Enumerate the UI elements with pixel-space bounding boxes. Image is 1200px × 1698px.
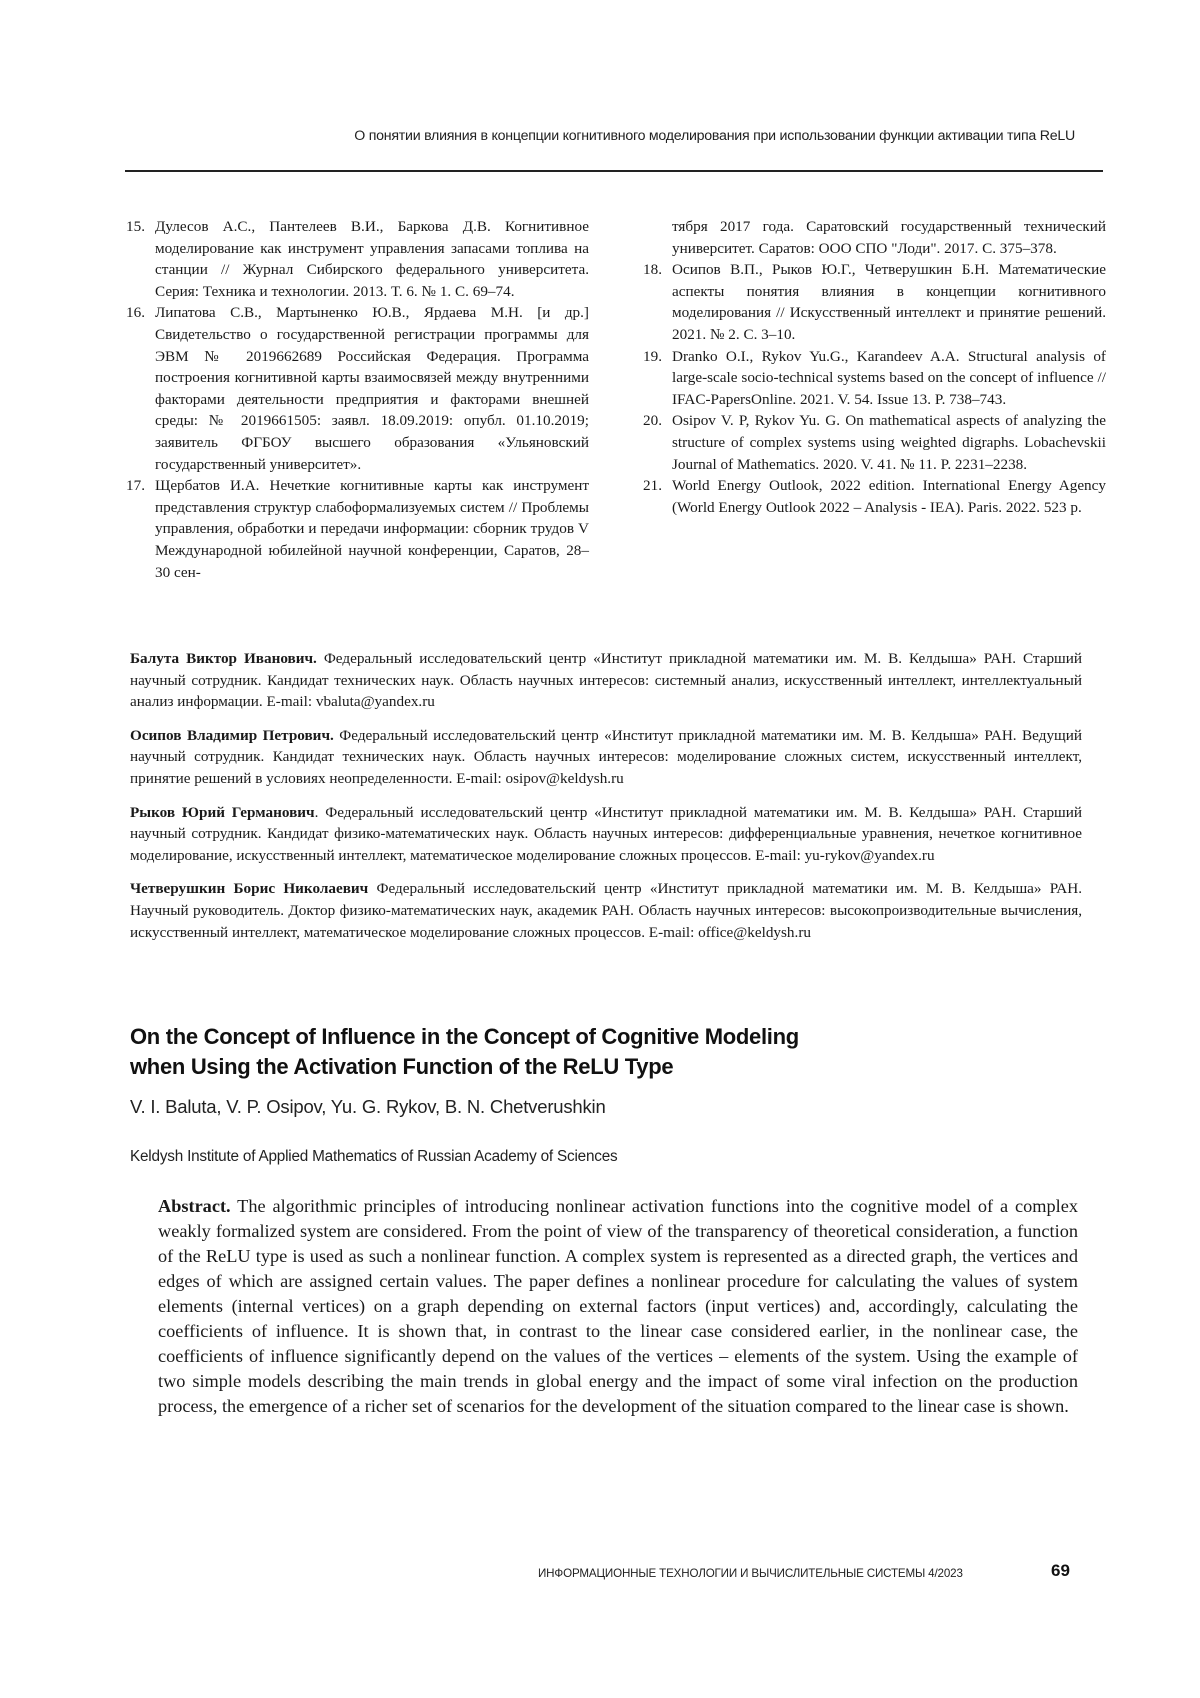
- author-name: Рыков Юрий Германович: [130, 803, 315, 821]
- author-description: Федеральный исследовательский центр «Институт прикладной математики им. М. В. Келдыша» РАН. Научный руководитель. Доктор физико-математических наук, академик РАН. Область научных интересов: высокопроизводительные вычисления, искусственный интеллект, математическое моделирование сложных процессов. E-mail: office@keldysh.ru: [130, 880, 1082, 941]
- author-description: . Федеральный исследовательский центр «Институт прикладной математики им. М. В. Келдыша» РАН. Старший научный сотрудник. Кандидат физико-математических наук. Область научных интересов: дифференциальные уравнения, нечеткое когнитивное моделирование, искусственный интеллект, математическое моделирование сложных процессов. E-mail: yu-rykov@yandex.ru: [130, 803, 1082, 864]
- footer-journal-name: ИНФОРМАЦИОННЫЕ ТЕХНОЛОГИИ И ВЫЧИСЛИТЕЛЬНЫЕ СИСТЕМЫ 4/2023: [538, 1567, 963, 1580]
- author-name: Балута Виктор Иванович.: [130, 650, 317, 667]
- reference-continuation: [643, 216, 1106, 259]
- header-rule: [125, 170, 1103, 172]
- reference-item: [126, 475, 589, 583]
- abstract-text: The algorithmic principles of introducing nonlinear activation functions into the cognitive model of a complex weakly formalized system are considered. From the point of view of the transparency of theoretical consideration, a function of the ReLU type is used as such a nonlinear function. A complex system is represented as a directed graph, the vertices and edges of which are assigned certain values. The paper defines a nonlinear procedure for calculating the values of system elements (internal vertices) on a graph depending on external factors (input vertices) and, accordingly, calculating the coefficients of influence. It is shown that, in contrast to the linear case considered earlier, in the nonlinear case, the coefficients of influence significantly depend on the values of the vertices – elements of the system. Using the example of two simple models describing the main trends in global energy and the impact of some viral infection on the production process, the emergence of a richer set of scenarios for the development of the situation compared to the linear case is shown.: [158, 1196, 1078, 1416]
- author-description: Федеральный исследовательский центр «Институт прикладной математики им. М. В. Келдыша» РАН. Старший научный сотрудник. Кандидат технических наук. Область научных интересов: системный анализ, искусственный интеллект, интеллектуальный анализ информации. E-mail: vbaluta@yandex.ru: [130, 650, 1082, 711]
- author-bio: [130, 648, 1082, 713]
- author-bios: [130, 648, 1082, 955]
- reference-number: 21.: [643, 477, 662, 495]
- author-description: Федеральный исследовательский центр «Институт прикладной математики им. М. В. Келдыша» РАН. Ведущий научный сотрудник. Кандидат технических наук. Область научных интересов: моделирование сложных систем, искусственный интеллект, принятие решений в условиях неопределенности. E-mail: osipov@keldysh.ru: [130, 726, 1082, 787]
- reference-number: 18.: [643, 261, 662, 279]
- reference-text: Щербатов И.А. Нечеткие когнитивные карты как инструмент представления структур слабоформализуемых систем // Проблемы управления, обработки и передачи информации: сборник трудов V Международной юбилейной научной конференции, Саратов, 28–30 сен-: [155, 477, 589, 581]
- reference-item: [643, 475, 1106, 518]
- reference-text: тября 2017 года. Саратовский государственный технический университет. Саратов: ООО СПО "Лоди". 2017. С. 375–378.: [672, 218, 1106, 257]
- author-bio: [130, 725, 1082, 790]
- reference-item: [643, 410, 1106, 475]
- reference-number: 19.: [643, 347, 662, 365]
- reference-number: 16.: [126, 304, 145, 322]
- english-title-line-2: when Using the Activation Function of the ReLU Type: [130, 1054, 674, 1079]
- reference-item: [126, 216, 589, 302]
- reference-text: Dranko O.I., Rykov Yu.G., Karandeev A.A. Structural analysis of large-scale socio-technical systems based on the concept of influence // IFAC-PapersOnline. 2021. V. 54. Issue 13. P. 738–743.: [672, 347, 1106, 408]
- running-head: О понятии влияния в концепции когнитивного моделирования при использовании функции активации типа ReLU: [354, 128, 1075, 144]
- references-section: [126, 216, 1106, 583]
- author-bio: [130, 878, 1082, 943]
- author-name: Осипов Владимир Петрович.: [130, 726, 334, 744]
- author-bio: [130, 802, 1082, 867]
- reference-text: Липатова С.В., Мартыненко Ю.В., Ярдаева М.Н. [и др.] Свидетельство о государственной регистрации программы для ЭВМ № 2019662689 Российская Федерация. Программа построения когнитивной карты взаимосвязей между внутренними факторами деятельности предприятия и факторами внешней среды: № 2019661505: заявл. 18.09.2019: опубл. 01.10.2019; заявитель ФГБОУ высшего образования «Ульяновский государственный университет».: [155, 304, 589, 473]
- reference-number: 17.: [126, 477, 145, 495]
- reference-item: [643, 259, 1106, 345]
- abstract: [158, 1194, 1078, 1419]
- reference-item: [126, 302, 589, 475]
- reference-number: 20.: [643, 412, 662, 430]
- page-number: 69: [1051, 1561, 1070, 1580]
- reference-text: World Energy Outlook, 2022 edition. International Energy Agency (World Energy Outlook 2022 – Analysis - IEA). Paris. 2022. 523 p.: [672, 477, 1106, 516]
- references-left-column: [126, 216, 589, 583]
- author-name: Четверушкин Борис Николаевич: [130, 880, 369, 898]
- english-title: [130, 1022, 1030, 1082]
- reference-item: [643, 346, 1106, 411]
- english-title-line-1: On the Concept of Influence in the Concept of Cognitive Modeling: [130, 1024, 799, 1049]
- reference-number: 15.: [126, 218, 145, 235]
- reference-text: Дулесов А.С., Пантелеев В.И., Баркова Д.В. Когнитивное моделирование как инструмент управления запасами топлива на станции // Журнал Сибирского федерального университета. Серия: Техника и технологии. 2013. Т. 6. № 1. С. 69–74.: [155, 218, 589, 300]
- english-affiliation: Keldysh Institute of Applied Mathematics of Russian Academy of Sciences: [130, 1148, 618, 1165]
- reference-text: Осипов В.П., Рыков Ю.Г., Четверушкин Б.Н. Математические аспекты понятия влияния в концепции когнитивного моделирования // Искусственный интеллект и принятие решений. 2021. № 2. С. 3–10.: [672, 261, 1106, 343]
- abstract-label: Abstract.: [158, 1196, 231, 1216]
- references-right-column: [643, 216, 1106, 583]
- reference-text: Osipov V. P, Rykov Yu. G. On mathematical aspects of analyzing the structure of complex systems using weighted digraphs. Lobachevskii Journal of Mathematics. 2020. V. 41. № 11. P. 2231–2238.: [672, 412, 1106, 473]
- english-authors: V. I. Baluta, V. P. Osipov, Yu. G. Rykov, B. N. Chetverushkin: [130, 1096, 606, 1117]
